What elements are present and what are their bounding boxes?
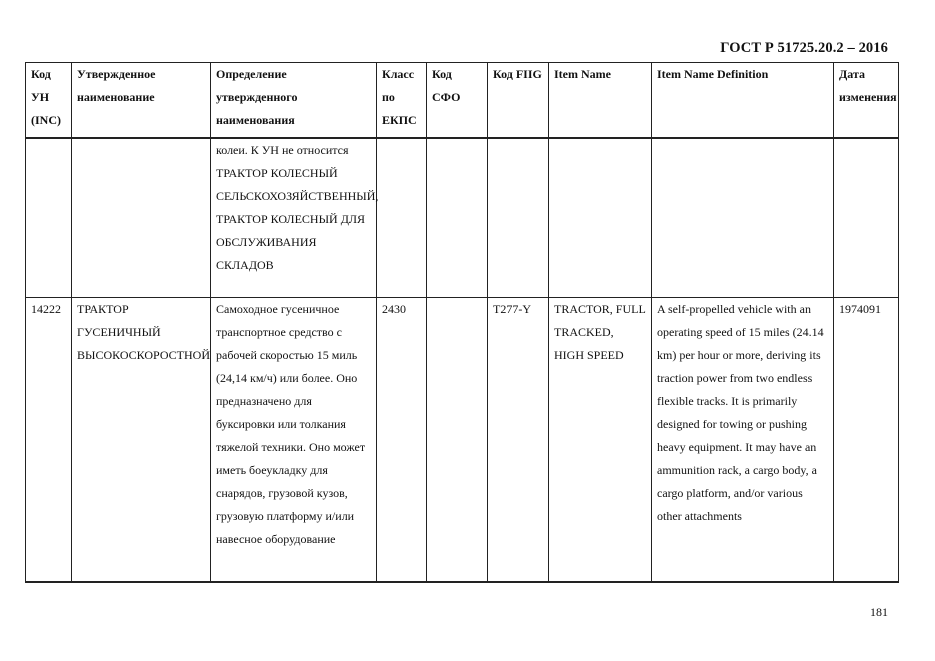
header-definition: Определение утвержденного наименования (211, 63, 377, 138)
cell-ekps-class: 2430 (377, 298, 427, 582)
cell-sfo-code (427, 138, 488, 298)
cell-approved-name (72, 138, 211, 298)
cell-change-date (834, 138, 899, 298)
cell-definition: Самоходное гусеничное транспортное средство с рабочей скоростью 15 миль (24,14 км/ч) или более. Оно предназначено для буксировки или толкания тяжелой техники. Оно может иметь боеукладку для снарядов, грузовой кузов, грузовую платформу и/или навесное оборудование (211, 298, 377, 582)
page-number: 181 (870, 605, 888, 619)
header-ekps-class: Класс по ЕКПС (377, 63, 427, 138)
cell-item-name: TRACTOR, FULL TRACKED, HIGH SPEED (549, 298, 652, 582)
cell-inc: 14222 (26, 298, 72, 582)
cell-definition: колеи. К УН не относится ТРАКТОР КОЛЕСНЫЙ СЕЛЬСКОХОЗЯЙСТВЕННЫЙ, ТРАКТОР КОЛЕСНЫЙ ДЛЯ ОБСЛУЖИВАНИЯ СКЛАДОВ (211, 138, 377, 298)
classification-table (25, 62, 899, 583)
header-inc: Код УН (INC) (26, 63, 72, 138)
header-fiig-code: Код FIIG (488, 63, 549, 138)
header-item-name-definition: Item Name Definition (652, 63, 834, 138)
header-approved-name: Утвержденное наименование (72, 63, 211, 138)
cell-item-name-definition (652, 138, 834, 298)
table-row (26, 298, 899, 582)
cell-sfo-code (427, 298, 488, 582)
cell-change-date: 1974091 (834, 298, 899, 582)
cell-item-name-definition: A self-propelled vehicle with an operating speed of 15 miles (24.14 km) per hour or more, deriving its traction power from two endless flexible tracks. It is primarily designed for towing or pushing heavy equipment. It may have an ammunition rack, a cargo body, a cargo platform, and/or various other attachments (652, 298, 834, 582)
header-change-date: Дата изменения (834, 63, 899, 138)
table-row-continued (26, 138, 899, 298)
cell-fiig-code (488, 138, 549, 298)
cell-inc (26, 138, 72, 298)
cell-ekps-class (377, 138, 427, 298)
header-item-name: Item Name (549, 63, 652, 138)
cell-fiig-code: T277-Y (488, 298, 549, 582)
standard-designation: ГОСТ Р 51725.20.2 – 2016 (720, 40, 888, 56)
cell-approved-name: ТРАКТОР ГУСЕНИЧНЫЙ ВЫСОКОСКОРОСТНОЙ (72, 298, 211, 582)
table-header-row (26, 63, 899, 138)
header-sfo-code: Код СФО (427, 63, 488, 138)
cell-item-name (549, 138, 652, 298)
